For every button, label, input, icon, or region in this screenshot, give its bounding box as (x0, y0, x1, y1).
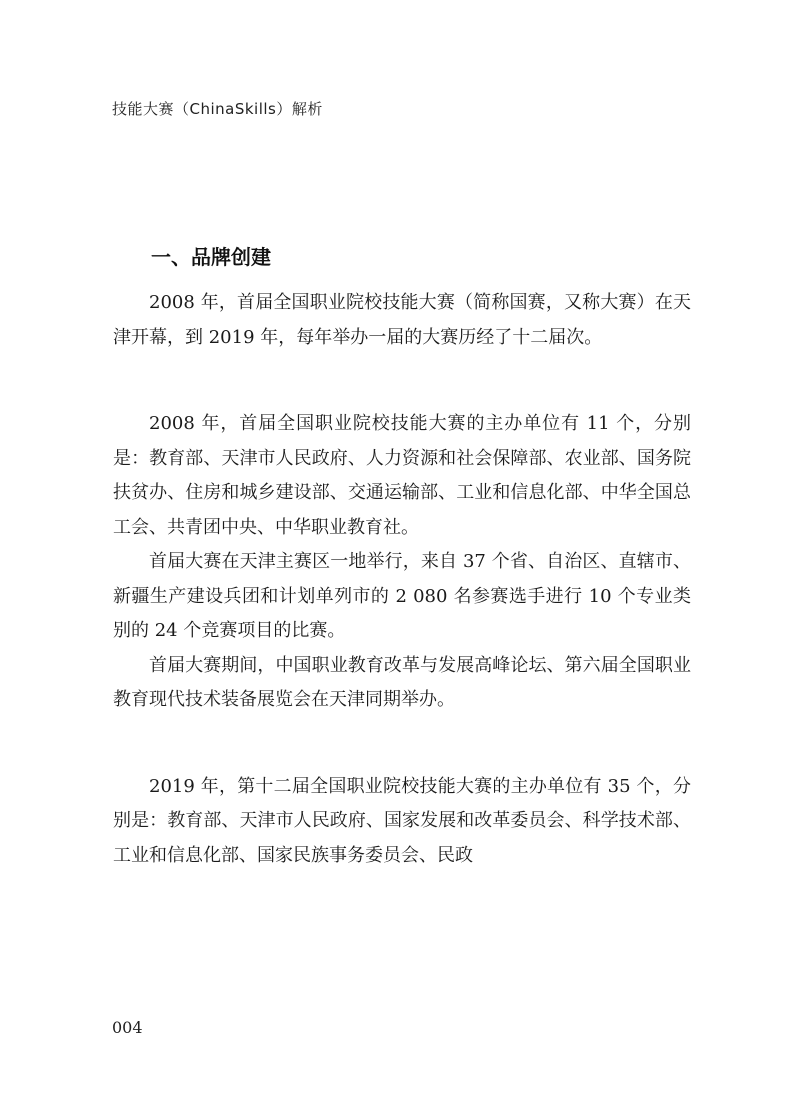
paragraph-first-games-events: 首届大赛期间，中国职业教育改革与发展高峰论坛、第六届全国职业教育现代技术装备展览会在天津同期举办。 (113, 654, 691, 710)
paragraph-first-games-venue: 首届大赛在天津主赛区一地举行，来自 37 个省、自治区、直辖市、新疆生产建设兵团和计划单列市的 2 080 名参赛选手进行 10 个专业类别的 24 个竞赛项目的比赛。 (113, 551, 691, 641)
running-header: 技能大赛（ChinaSkills）解析 (112, 100, 323, 118)
paragraph-first-games-intro: 2008 年，首届全国职业院校技能大赛（简称国赛，又称大赛）在天津开幕，到 2019 年，每年举办一届的大赛历经了十二届次。 (113, 292, 691, 348)
page-number: 004 (112, 1018, 143, 1037)
page-body (113, 240, 691, 873)
paragraph-2008-organizers: 2008 年，首届全国职业院校技能大赛的主办单位有 11 个，分别是：教育部、天津市人民政府、人力资源和社会保障部、农业部、国务院扶贫办、住房和城乡建设部、交通运输部、工业和信息化部、中华全国总工会、共青团中央、中华职业教育社。 (113, 413, 691, 538)
section-heading: 一、品牌创建 (151, 245, 271, 269)
paragraph-spacer (113, 718, 691, 770)
paragraph-2019-organizers: 2019 年，第十二届全国职业院校技能大赛的主办单位有 35 个，分别是：教育部、天津市人民政府、国家发展和改革委员会、科学技术部、工业和信息化部、国家民族事务委员会、民政 (113, 775, 691, 866)
paragraph-spacer (113, 355, 691, 407)
